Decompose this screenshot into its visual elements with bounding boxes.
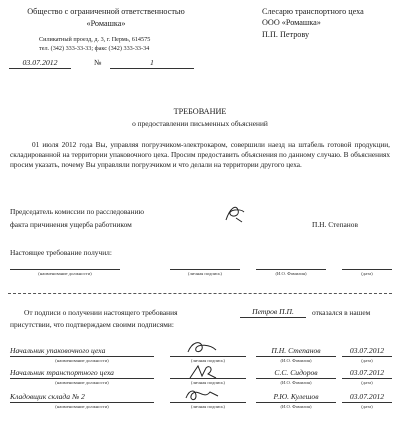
- witness-2-signature: [188, 362, 218, 382]
- witness-1-caption-position: (наименование должности): [55, 358, 109, 363]
- date-underline: [9, 68, 71, 69]
- number-label: №: [94, 58, 102, 67]
- witness-3-name-line: [256, 402, 336, 403]
- witness-2-date-line: [342, 378, 392, 379]
- witness-1-date-line: [342, 356, 392, 357]
- witness-3-signature-line: [170, 402, 246, 403]
- body-paragraph: 01 июля 2012 года Вы, управляя погрузчиком-электрокаром, совершили наезд на штабель готовой продукции, складированной на территории упаковочного цеха. Просим предоставить объяснения по данному случаю. В объяснениях просим указать, почему Вы управляли погрузчиком и что делали на территории другого цеха.: [10, 140, 390, 169]
- doc-number: 1: [150, 58, 154, 67]
- refusal-name: Петров П.П.: [252, 307, 294, 316]
- refusal-text-before: От подписи о получении настоящего требования: [24, 308, 178, 317]
- witness-3-position: Кладовщик склада № 2: [10, 392, 85, 401]
- witness-2-position-line: [10, 378, 154, 379]
- witness-3-date: 03.07.2012: [349, 392, 385, 401]
- receipt-label: Настоящее требование получил:: [10, 248, 112, 257]
- witness-2-caption-signature: (личная подпись): [191, 380, 225, 385]
- receipt-caption-date: (дата): [361, 271, 373, 276]
- witness-2-name-line: [256, 378, 336, 379]
- org-phones: тел. (342) 333-33-33; факс (342) 333-33-34: [39, 45, 150, 52]
- chairman-title-line2: факта причинения ущерба работником: [10, 220, 132, 229]
- witness-1-name: П.Н. Степанов: [271, 346, 321, 355]
- witness-3-caption-name: (И.О. Фамилия): [280, 404, 312, 409]
- receipt-name-line: [256, 269, 326, 270]
- witness-3-signature: [184, 386, 220, 406]
- witness-1-caption-signature: (личная подпись): [191, 358, 225, 363]
- witness-1-caption-date: (дата): [361, 358, 373, 363]
- receipt-position-line: [10, 269, 120, 270]
- witness-2-caption-position: (наименование должности): [55, 380, 109, 385]
- witness-3-position-line: [10, 402, 154, 403]
- chairman-signature: [222, 202, 248, 226]
- receipt-caption-signature: (личная подпись): [188, 271, 222, 276]
- org-name-line1: Общество с ограниченной ответственностью: [27, 7, 185, 16]
- addressee-line1: Слесарю транспортного цеха: [262, 7, 364, 16]
- witness-1-position-line: [10, 356, 154, 357]
- chairman-name: П.Н. Степанов: [312, 220, 358, 229]
- receipt-caption-name: (И.О. Фамилия): [275, 271, 307, 276]
- witness-3-caption-position: (наименование должности): [55, 404, 109, 409]
- doc-date: 03.07.2012: [22, 58, 58, 67]
- addressee-line2: ООО «Ромашка»: [262, 18, 321, 27]
- witness-2-date: 03.07.2012: [349, 368, 385, 377]
- witness-3-date-line: [342, 402, 392, 403]
- refusal-text-after: отказался в нашем: [312, 308, 371, 317]
- receipt-caption-position: (наименование должности): [38, 271, 92, 276]
- witness-2-name: С.С. Сидоров: [274, 368, 318, 377]
- witness-1-signature: [186, 338, 220, 358]
- receipt-date-line: [342, 269, 392, 270]
- org-address: Силикатный проезд, д. 3, г. Пермь, 614575: [39, 36, 151, 43]
- receipt-signature-line: [170, 269, 240, 270]
- document-subtitle: о предоставлении письменных объяснений: [132, 119, 268, 128]
- separator-dashed: [8, 293, 392, 294]
- witness-3-caption-date: (дата): [361, 404, 373, 409]
- witness-2-caption-name: (И.О. Фамилия): [280, 380, 312, 385]
- witness-2-signature-line: [170, 378, 246, 379]
- org-name-line2: «Ромашка»: [86, 19, 126, 28]
- addressee-line3: П.П. Петрову: [262, 30, 310, 39]
- witness-3-name: Р.Ю. Кулешов: [273, 392, 319, 401]
- witness-1-signature-line: [170, 356, 246, 357]
- witness-1-caption-name: (И.О. Фамилия): [280, 358, 312, 363]
- number-underline: [110, 68, 194, 69]
- witness-2-caption-date: (дата): [361, 380, 373, 385]
- refusal-line2: присутствии, что подтверждаем своими подписями:: [10, 320, 174, 329]
- witness-1-date: 03.07.2012: [349, 346, 385, 355]
- witness-2-position: Начальник транспортного цеха: [10, 368, 114, 377]
- witness-1-name-line: [256, 356, 336, 357]
- document-title: ТРЕБОВАНИЕ: [173, 107, 227, 116]
- refusal-name-underline: [240, 317, 306, 318]
- chairman-title-line1: Председатель комиссии по расследованию: [10, 207, 144, 216]
- witness-3-caption-signature: (личная подпись): [191, 404, 225, 409]
- witness-1-position: Начальник упаковочного цеха: [10, 346, 106, 355]
